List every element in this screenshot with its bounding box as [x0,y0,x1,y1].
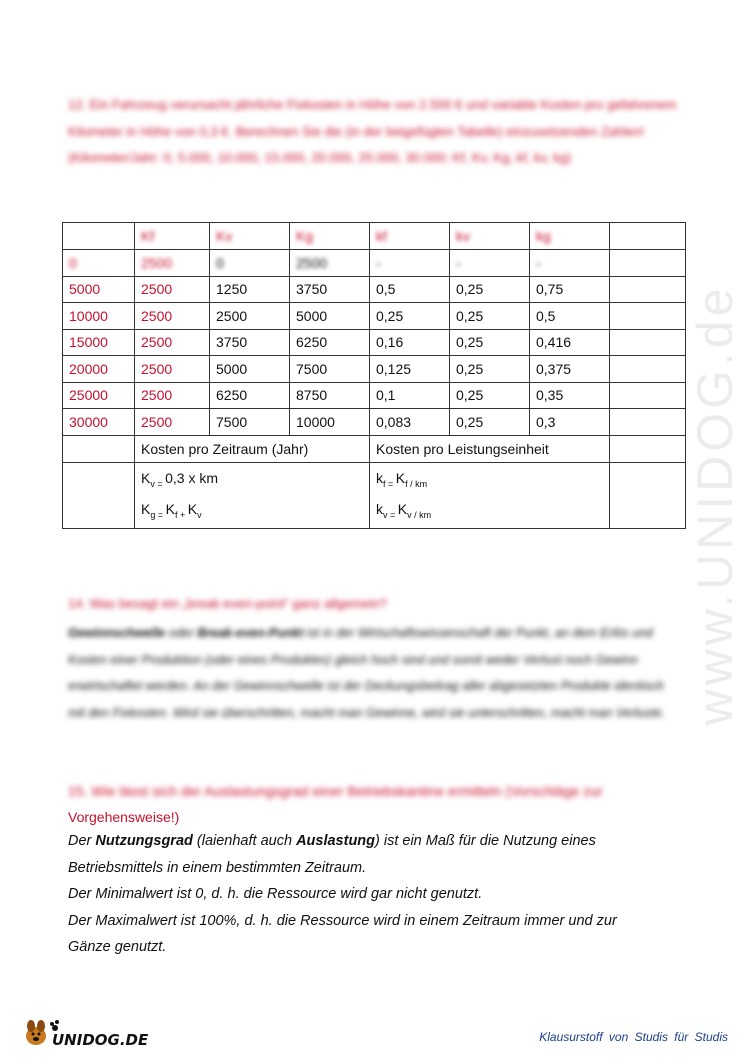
table-cell: 25000 [63,382,135,409]
table-cell: 5000 [290,303,370,330]
formula-kv-unit: $k_{v =}$ $K_{v / km}$ [376,501,432,521]
formula-kg: $K_{g =}$ $K_{f +}$ $K_v$ [141,501,202,521]
svg-text:UNIDOG.DE: UNIDOG.DE [52,1031,149,1049]
formula-kf: $k_{f =}$ $K_{f / km}$ [376,469,428,489]
table-cell: 0 [63,250,135,277]
table-cell: 5000 [63,276,135,303]
table-cell: - [450,250,530,277]
table-row-labels [63,435,686,462]
header-cell: kf [370,223,450,250]
answer-line: Der Nutzungsgrad (laienhaft auch Auslastung) ist ein Maß für die Nutzung eines [68,833,596,849]
answer-line: Betriebsmittels in einem bestimmten Zeitraum. [68,859,367,876]
table-cell: 2500 [135,276,210,303]
table-cell [610,356,686,383]
table-cell: 10000 [63,303,135,330]
table-cell [610,435,686,462]
formula-kv: $K_{v =}$ 0,3 x km [141,469,219,489]
table-cell [610,303,686,330]
table-cell: 2500 [290,250,370,277]
table-cell: 0,5 [370,276,450,303]
table-row [63,329,686,356]
header-cell: Kg [290,223,370,250]
question-15-title-rest: Vorgehensweise!) [68,809,180,825]
table-cell: 0,35 [530,382,610,409]
table-cell: 2500 [135,250,210,277]
table-cell: 0,375 [530,356,610,383]
period-label: Kosten pro Zeitraum (Jahr) [135,435,370,462]
table-cell: 0,25 [450,356,530,383]
unit-label: Kosten pro Leistungseinheit [370,435,610,462]
table-cell: - [370,250,450,277]
table-cell [63,462,135,529]
table-cell: 2500 [135,382,210,409]
period-formulas [135,462,370,529]
table-cell: 2500 [135,329,210,356]
table-cell: 0,125 [370,356,450,383]
table-cell: 3750 [210,329,290,356]
table-cell [610,276,686,303]
table-cell: 6250 [210,382,290,409]
table-cell: 0,25 [370,303,450,330]
table-header-row [63,223,686,250]
table-cell: 7500 [210,409,290,436]
table-cell: 0,416 [530,329,610,356]
table-cell: 0,1 [370,382,450,409]
table-cell: 2500 [135,303,210,330]
table-cell [610,382,686,409]
table-cell: 0,083 [370,409,450,436]
answer-line: Der Minimalwert ist 0, d. h. die Ressource wird gar nicht genutzt. [68,886,483,902]
table-cell [610,409,686,436]
table-cell [63,435,135,462]
header-cell [63,223,135,250]
header-cell: kg [530,223,610,250]
question-15-title-blurred: 15. Wie lässt sich der Auslastungsgrad einer Betriebskantine ermitteln (Vorschläge zur [68,783,603,799]
table-cell: 20000 [63,356,135,383]
table-cell: 0,25 [450,303,530,330]
table-cell: 0,75 [530,276,610,303]
table-row [63,250,686,277]
unit-formulas [370,462,610,529]
table-cell: 2500 [210,303,290,330]
table-cell: 0,25 [450,409,530,436]
table-cell: 0,25 [450,329,530,356]
header-cell: Kv [210,223,290,250]
watermark: www.UNIDOG.de [687,284,743,726]
table-row-formulas [63,462,686,529]
table-cell: 6250 [290,329,370,356]
table-cell: 0,5 [530,303,610,330]
header-cell: Kf [135,223,210,250]
table-cell: 0,25 [450,382,530,409]
header-cell: kv [450,223,530,250]
table-cell [610,329,686,356]
header-cell [610,223,686,250]
question-12: 12. Ein Fahrzeug verursacht jährliche Fixkosten in Höhe von 2.500 € und variable Kosten pro gefahrenem Kilometer in Höhe von 0,3 €. Berechnen Sie die (in der beigefügten Tabelle) einzusetzenden Zahlen! (Kilometer/Jahr: 0, 5.000, 10.000, 15.000, 20.000, 25.000, 30.000; Kf, Kv, Kg, kf, kv, kg) [68,97,677,165]
table-cell: 15000 [63,329,135,356]
table-cell: - [530,250,610,277]
question-14-answer: Gewinnschwelle oder Break-even-Punkt ist in der Wirtschaftswissenschaft der Punkt, an dem Erlös und Kosten einer Produktion (oder eines Produktes) gleich hoch sind und somit weder Verlust noch Gewinn erwirtschaftet werden. An der Gewinnschwelle ist der Deckungsbeitrag aller abgesetzten Produkte identisch mit den Fixkosten. Wird sie überschritten, macht man Gewinne, wird sie unterschritten, macht man Verluste. [68,626,665,720]
table-cell: 1250 [210,276,290,303]
answer-line: Gänze genutzt. [68,939,167,955]
table-cell: 5000 [210,356,290,383]
question-14-title: 14. Was besagt ein „break-even-point“ ganz allgemein? [68,596,387,611]
unidog-logo [22,1016,172,1050]
table-cell: 2500 [135,356,210,383]
answer-line: Der Maximalwert ist 100%, d. h. die Ressource wird in einem Zeitraum immer und zur [68,912,617,929]
table-cell: 0,16 [370,329,450,356]
table-cell: 7500 [290,356,370,383]
table-row [63,409,686,436]
table-cell: 8750 [290,382,370,409]
table-row [63,382,686,409]
table-cell: 0,25 [450,276,530,303]
cost-table [62,222,686,529]
table-cell: 0,3 [530,409,610,436]
table-cell: 10000 [290,409,370,436]
table-cell [610,462,686,529]
dog-icon [22,1016,172,1050]
table-cell: 30000 [63,409,135,436]
question-15-answer [68,828,688,961]
table-cell: 3750 [290,276,370,303]
table-cell: 2500 [135,409,210,436]
question-15-title [68,778,688,830]
table-row [63,303,686,330]
table-cell: 0 [210,250,290,277]
footer-tagline: Klausurstoff von Studis für Studis [539,1030,728,1044]
table-cell [610,250,686,277]
table-row [63,276,686,303]
table-row [63,356,686,383]
